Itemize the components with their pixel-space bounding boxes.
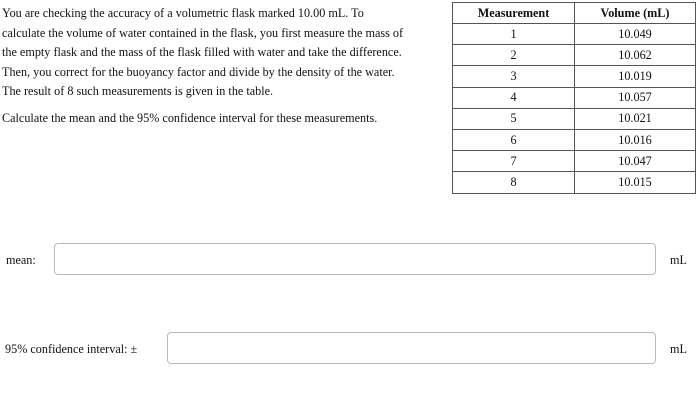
volume-value: 10.062 bbox=[575, 45, 696, 66]
volume-value: 10.049 bbox=[575, 24, 696, 45]
problem-line: You are checking the accuracy of a volumetric flask marked 10.00 mL. To bbox=[2, 6, 364, 20]
problem-task: Calculate the mean and the 95% confidence interval for these measurements. bbox=[2, 110, 378, 125]
problem-line: The result of 8 such measurements is given in the table. bbox=[2, 84, 274, 98]
table-header-row bbox=[453, 3, 696, 24]
volume-value: 10.019 bbox=[575, 66, 696, 87]
table-row bbox=[453, 108, 696, 129]
mean-label: mean: bbox=[6, 253, 36, 267]
confidence-interval-input[interactable] bbox=[167, 332, 656, 364]
table-row bbox=[453, 45, 696, 66]
column-header-volume: Volume (mL) bbox=[575, 3, 696, 24]
volume-value: 10.057 bbox=[575, 87, 696, 108]
table-row bbox=[453, 151, 696, 172]
table-row bbox=[453, 129, 696, 150]
problem-line: calculate the volume of water contained in the flask, you first measure the mass of bbox=[2, 25, 404, 40]
problem-line: Then, you correct for the buoyancy factor and divide by the density of the water. bbox=[2, 64, 395, 79]
volume-value: 10.015 bbox=[575, 172, 696, 193]
volume-value: 10.021 bbox=[575, 108, 696, 129]
measurement-number: 3 bbox=[453, 66, 575, 87]
problem-statement bbox=[2, 4, 448, 128]
problem-description bbox=[2, 4, 448, 102]
table-row bbox=[453, 24, 696, 45]
measurement-number: 2 bbox=[453, 45, 575, 66]
volume-value: 10.016 bbox=[575, 129, 696, 150]
measurement-number: 1 bbox=[453, 24, 575, 45]
measurement-number: 8 bbox=[453, 172, 575, 193]
measurement-number: 5 bbox=[453, 108, 575, 129]
mean-input[interactable] bbox=[54, 243, 656, 275]
confidence-interval-label: 95% confidence interval: ± bbox=[5, 342, 138, 356]
table-row bbox=[453, 66, 696, 87]
measurement-table bbox=[452, 2, 696, 194]
column-header-measurement: Measurement bbox=[453, 3, 575, 24]
volume-value: 10.047 bbox=[575, 151, 696, 172]
problem-line: the empty flask and the mass of the flask filled with water and take the difference. bbox=[2, 45, 402, 59]
measurement-number: 6 bbox=[453, 129, 575, 150]
confidence-interval-unit: mL bbox=[670, 342, 687, 356]
table-row bbox=[453, 87, 696, 108]
mean-unit: mL bbox=[670, 253, 687, 267]
measurement-number: 7 bbox=[453, 151, 575, 172]
table-row bbox=[453, 172, 696, 193]
measurement-number: 4 bbox=[453, 87, 575, 108]
